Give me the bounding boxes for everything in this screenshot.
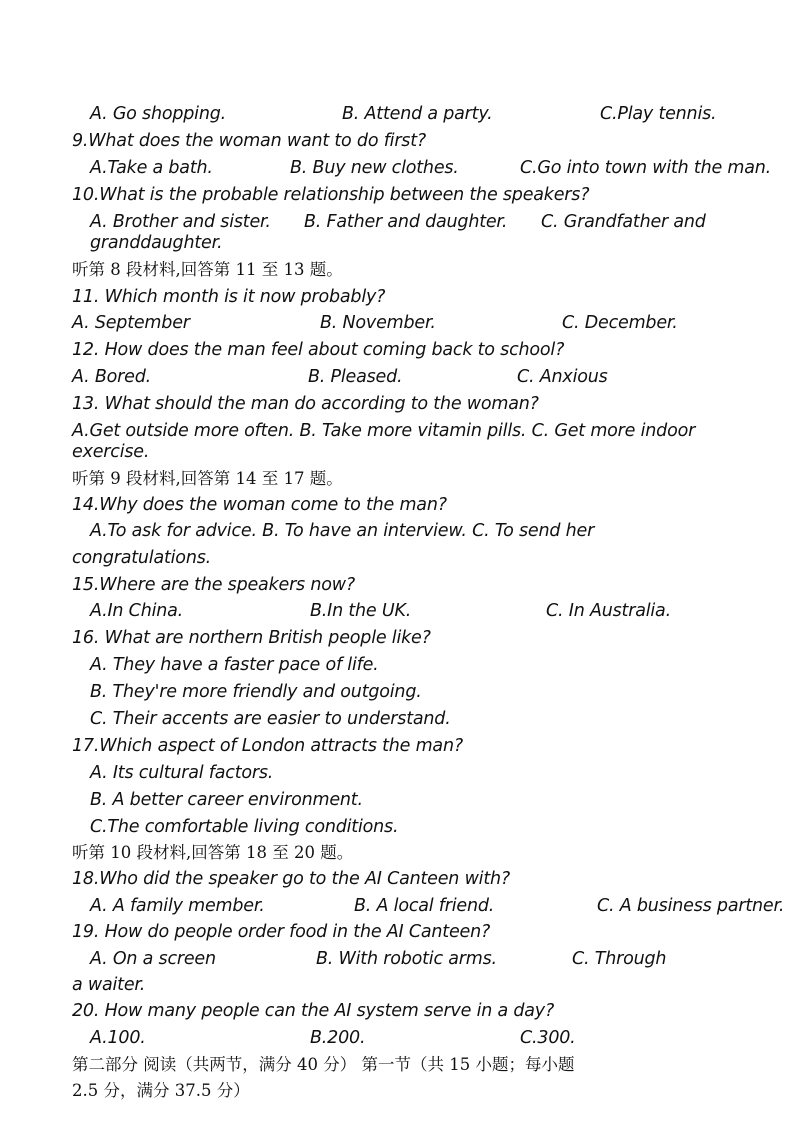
q16-option-b: B. They're more friendly and outgoing. <box>90 682 422 702</box>
q18-option-a: A. A family member. <box>90 896 265 916</box>
section-8-instruction: 听第 8 段材料,回答第 11 至 13 题。 <box>72 260 343 279</box>
q20-question: 20. How many people can the AI system serve in a day? <box>72 1001 555 1021</box>
part-2-heading: 第二部分 阅读（共两节，满分 40 分） 第一节（共 15 小题；每小题 <box>72 1055 575 1074</box>
q16-question: 16. What are northern British people like? <box>72 628 431 648</box>
q15-option-a: A.In China. <box>90 601 184 621</box>
q13-options-cont: exercise. <box>72 442 150 462</box>
q11-option-c: C. December. <box>562 313 678 333</box>
q10-option-c: C. Grandfather and <box>541 212 706 232</box>
q8-option-a: A. Go shopping. <box>90 104 227 124</box>
q10-question: 10.What is the probable relationship between the speakers? <box>72 185 590 205</box>
q19-question: 19. How do people order food in the AI Canteen? <box>72 922 491 942</box>
q20-option-b: B.200. <box>310 1028 366 1048</box>
q20-option-c: C.300. <box>520 1028 576 1048</box>
q18-question: 18.Who did the speaker go to the AI Canteen with? <box>72 869 510 889</box>
q14-options-cont: congratulations. <box>72 548 211 568</box>
q17-question: 17.Which aspect of London attracts the man? <box>72 736 463 756</box>
section-9-instruction: 听第 9 段材料,回答第 14 至 17 题。 <box>72 469 343 488</box>
q19-option-c-cont: a waiter. <box>72 975 146 995</box>
q19-option-b: B. With robotic arms. <box>316 949 497 969</box>
q17-option-a: A. Its cultural factors. <box>90 763 274 783</box>
q9-question: 9.What does the woman want to do first? <box>72 131 426 151</box>
q10-option-a: A. Brother and sister. <box>90 212 271 232</box>
q19-option-c: C. Through <box>572 949 667 969</box>
part-2-heading-cont: 2.5 分，满分 37.5 分） <box>72 1081 250 1100</box>
q12-option-a: A. Bored. <box>72 367 151 387</box>
q13-options: A.Get outside more often. B. Take more vitamin pills. C. Get more indoor <box>72 421 696 441</box>
q15-option-b: B.In the UK. <box>310 601 412 621</box>
q9-option-c: C.Go into town with the man. <box>520 158 772 178</box>
q10-option-b: B. Father and daughter. <box>304 212 508 232</box>
q17-option-c: C.The comfortable living conditions. <box>90 817 399 837</box>
q15-question: 15.Where are the speakers now? <box>72 575 355 595</box>
q12-question: 12. How does the man feel about coming back to school? <box>72 340 565 360</box>
q13-question: 13. What should the man do according to the woman? <box>72 394 539 414</box>
q16-option-c: C. Their accents are easier to understand. <box>90 709 451 729</box>
q20-option-a: A.100. <box>90 1028 146 1048</box>
q18-option-b: B. A local friend. <box>354 896 495 916</box>
section-10-instruction: 听第 10 段材料,回答第 18 至 20 题。 <box>72 843 354 862</box>
q18-option-c: C. A business partner. <box>597 896 785 916</box>
q11-question: 11. Which month is it now probably? <box>72 287 386 307</box>
q12-option-b: B. Pleased. <box>308 367 403 387</box>
q19-option-a: A. On a screen <box>90 949 216 969</box>
q8-option-b: B. Attend a party. <box>342 104 493 124</box>
q11-option-a: A. September <box>72 313 190 333</box>
q9-option-a: A.Take a bath. <box>90 158 213 178</box>
q9-option-b: B. Buy new clothes. <box>290 158 459 178</box>
q11-option-b: B. November. <box>320 313 436 333</box>
q14-question: 14.Why does the woman come to the man? <box>72 495 447 515</box>
q17-option-b: B. A better career environment. <box>90 790 363 810</box>
q14-options: A.To ask for advice. B. To have an interview. C. To send her <box>90 521 595 541</box>
q15-option-c: C. In Australia. <box>546 601 671 621</box>
q8-option-c: C.Play tennis. <box>600 104 717 124</box>
q16-option-a: A. They have a faster pace of life. <box>90 655 379 675</box>
q12-option-c: C. Anxious <box>517 367 608 387</box>
q10-option-c-cont: granddaughter. <box>90 233 223 253</box>
